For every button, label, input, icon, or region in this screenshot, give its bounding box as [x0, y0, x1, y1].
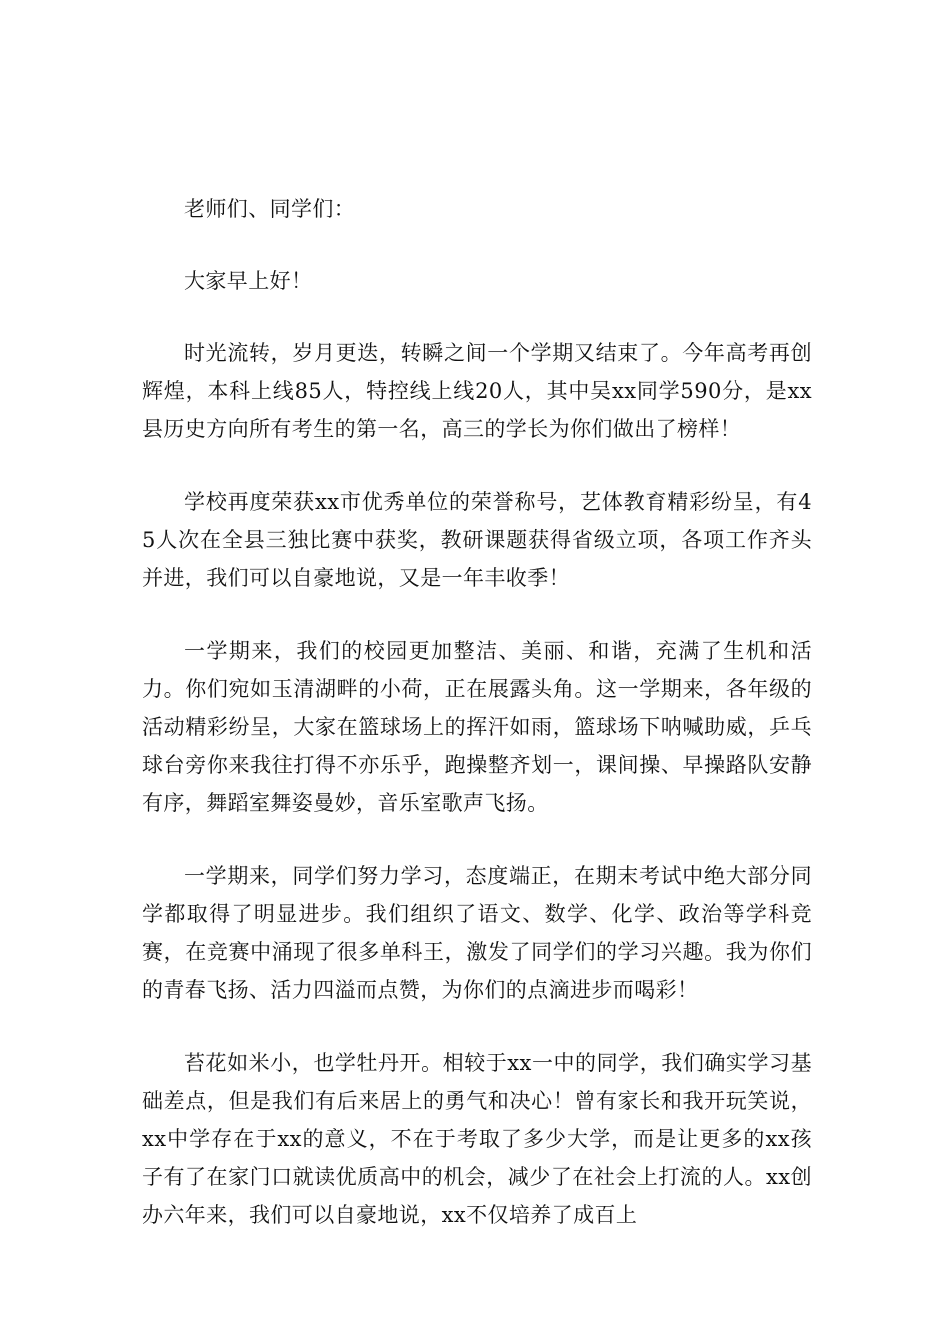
- paragraph-study-progress: 一学期来，同学们努力学习，态度端正，在期末考试中绝大部分同学都取得了明显进步。我们组织了语文、数学、化学、政治等学科竞赛，在竞赛中涌现了很多单科王，激发了同学们的学习兴趣。我为你们的青春飞扬、活力四溢而点赞，为你们的点滴进步而喝彩！: [142, 864, 812, 1002]
- speech-body: [142, 190, 812, 1269]
- paragraph-achievements: 时光流转，岁月更迭，转瞬之间一个学期又结束了。今年高考再创辉煌，本科上线85人，特控线上线20人，其中吴xx同学590分，是xx县历史方向所有考生的第一名，高三的学长为你们做出了榜样！: [142, 341, 812, 441]
- paragraph-campus-life: 一学期来，我们的校园更加整洁、美丽、和谐，充满了生机和活力。你们宛如玉清湖畔的小荷，正在展露头角。这一学期来，各年级的活动精彩纷呈，大家在篮球场上的挥汗如雨，篮球场下呐喊助威，乒乓球台旁你来我往打得不亦乐乎，跑操整齐划一，课间操、早操路队安静有序，舞蹈室舞姿曼妙，音乐室歌声飞扬。: [142, 639, 812, 815]
- paragraph-school-mission: 苔花如米小，也学牡丹开。相较于xx一中的同学，我们确实学习基础差点，但是我们有后来居上的勇气和决心！曾有家长和我开玩笑说，xx中学存在于xx的意义，不在于考取了多少大学，而是让更多的xx孩子有了在家门口就读优质高中的机会，减少了在社会上打流的人。xx创办六年来，我们可以自豪地说，xx不仅培养了成百上: [142, 1051, 812, 1227]
- paragraph-honors: 学校再度荣获xx市优秀单位的荣誉称号，艺体教育精彩纷呈，有45人次在全县三独比赛中获奖，教研课题获得省级立项，各项工作齐头并进，我们可以自豪地说，又是一年丰收季！: [142, 490, 812, 590]
- salutation: 老师们、同学们：: [184, 197, 356, 221]
- greeting: 大家早上好！: [184, 269, 313, 293]
